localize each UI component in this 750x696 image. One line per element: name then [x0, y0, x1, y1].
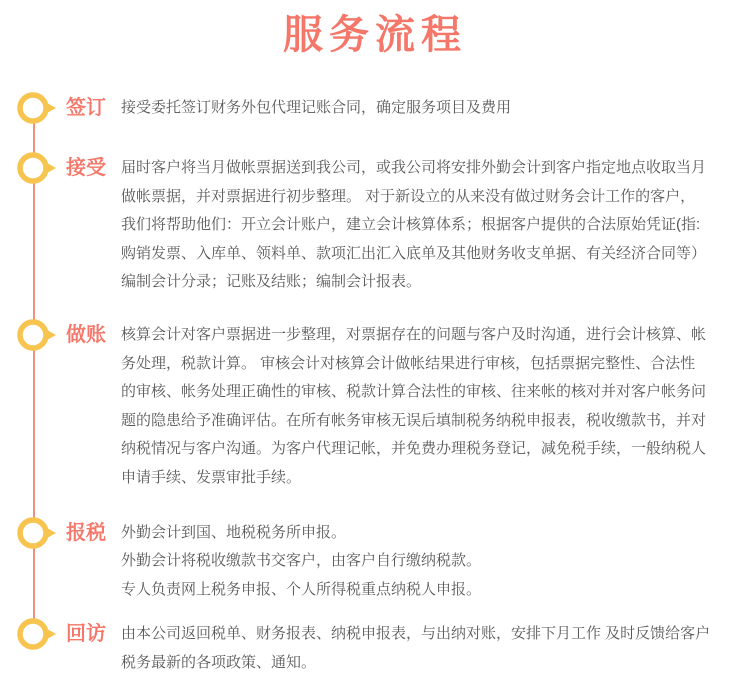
step-row-sign	[0, 94, 750, 126]
text-line: 由本公司返回税单、财务报表、纳税申报表，与出纳对账，安排下月工作 及时反馈给客户	[121, 625, 711, 643]
step-row-tax-filing	[0, 519, 750, 605]
step-text-sign	[121, 94, 511, 123]
text-line: 购销发票、入库单、领料单、款项汇出汇入底单及其他财务收支单据、有关经济合同等）	[121, 244, 707, 262]
text-line: 题的隐患给予准确评估。在所有帐务审核无误后填制税务纳税申报表，税收缴款书，并对	[121, 411, 707, 429]
step-label-tax-filing: 报税	[66, 521, 106, 544]
text-line: 届时客户将当月做帐票据送到我公司，或我公司将安排外勤会计到客户指定地点收取当月	[121, 159, 707, 176]
step-label-bookkeeping: 做账	[66, 323, 106, 346]
text-line: 外勤会计到国、地税税务所申报。	[121, 523, 347, 541]
timeline-pin-icon	[16, 515, 58, 551]
text-line: 编制会计分录；记账及结账；编制会计报表。	[121, 273, 422, 291]
text-line: 的审核、帐务处理正确性的审核、税款计算合法性的审核、往来帐的核对并对客户帐务问	[121, 383, 707, 401]
text-line: 我们将帮助他们：开立会计账户，建立会计核算体系；根据客户提供的合法原始凭证(指:	[121, 216, 701, 234]
service-process-timeline	[0, 94, 750, 678]
step-text-accept	[121, 154, 706, 297]
step-label-accept: 接受	[66, 157, 106, 179]
page-title: 服务流程	[283, 13, 467, 57]
step-label-follow-up: 回访	[66, 623, 106, 646]
text-line: 核算会计对客户票据进一步整理，对票据存在的问题与客户及时沟通，进行会计核算、帐	[121, 325, 707, 343]
step-label-sign: 签订	[66, 97, 106, 119]
timeline-pin-icon	[16, 317, 58, 353]
step-text-bookkeeping	[121, 321, 706, 493]
text-line: 外勤会计将税收缴款书交客户，由客户自行缴纳税款。	[121, 552, 482, 570]
timeline-pin-icon	[16, 616, 58, 652]
step-text-follow-up	[121, 620, 710, 677]
timeline-pin-icon	[16, 90, 58, 126]
text-line: 纳税情况与客户沟通。为客户代理记帐，并免费办理税务登记，减免税手续，一般纳税人	[121, 440, 707, 458]
step-text-tax-filing	[121, 519, 481, 605]
text-line: 税务最新的各项政策、通知。	[121, 653, 317, 671]
text-line: 接受委托签订财务外包代理记账合同，确定服务项目及费用	[121, 99, 512, 116]
text-line: 务处理，税款计算。 审核会计对核算会计做帐结果进行审核，包括票据完整性、合法性	[121, 354, 696, 372]
text-line: 申请手续、发票审批手续。	[121, 468, 302, 486]
text-line: 专人负责网上税务申报、个人所得税重点纳税人申报。	[121, 580, 482, 598]
step-row-accept	[0, 154, 750, 297]
step-row-bookkeeping	[0, 321, 750, 493]
timeline-pin-icon	[16, 150, 58, 186]
text-line: 做帐票据，并对票据进行初步整理。 对于新设立的从来没有做过财务会计工作的客户，	[121, 187, 696, 205]
step-row-follow-up	[0, 620, 750, 677]
